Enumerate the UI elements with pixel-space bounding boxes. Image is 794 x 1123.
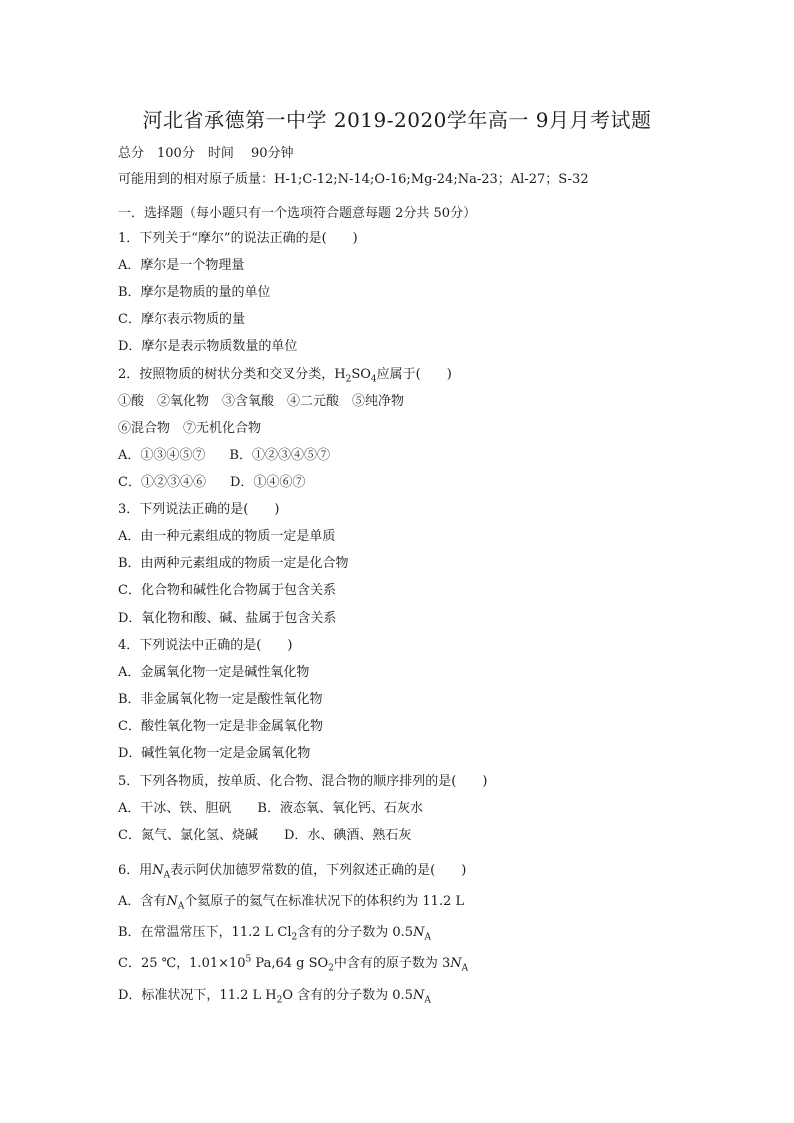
question-3-option-d: D．氧化物和酸、碱、盐属于包含关系 xyxy=(118,611,337,626)
question-5-options-ab xyxy=(118,800,423,818)
question-5-stem: 5．下列各物质，按单质、化合物、混合物的顺序排列的是( ) xyxy=(118,774,488,789)
question-2-stem: 2．按照物质的树状分类和交叉分类，$H_2SO_4$应属于( ) xyxy=(118,367,452,385)
question-4-stem: 4．下列说法中正确的是( ) xyxy=(118,638,293,653)
question-6-stem: 6．用$N_A$表示阿伏加德罗常数的值，下列叙述正确的是( ) xyxy=(118,863,467,881)
question-3-option-a: A．由一种元素组成的物质一定是单质 xyxy=(118,529,336,544)
question-2-options-cd xyxy=(118,474,305,492)
exam-info: 总分 100分 时间 90分钟 xyxy=(118,146,294,161)
question-3-option-c: C．化合物和碱性化合物属于包含关系 xyxy=(118,583,336,598)
question-1-option-c: C．摩尔表示物质的量 xyxy=(118,312,245,327)
question-2-option-c: C．①②③④⑥ xyxy=(118,475,206,490)
question-4-option-d: D．碱性氧化物一定是金属氧化物 xyxy=(118,746,311,761)
question-6-option-b: B．在常温常压下，11.2 L $Cl_2$含有的分子数为 $0.5N_A$ xyxy=(118,925,431,943)
question-2-option-d: D．①④⑥⑦ xyxy=(229,475,306,490)
question-6-option-a: A．含有$N_A$个氦原子的氦气在标准状况下的体积约为 11.2 L xyxy=(118,894,465,912)
question-3-option-b: B．由两种元素组成的物质一定是化合物 xyxy=(118,556,349,571)
question-3-stem: 3．下列说法正确的是( ) xyxy=(118,502,280,517)
question-2-options-ab xyxy=(118,447,330,465)
section-heading: 一．选择题（每小题只有一个选项符合题意每题 2分共 50分） xyxy=(118,206,477,221)
page-title: 河北省承德第一中学 2019-2020学年高一 9月月考试题 xyxy=(142,108,652,132)
question-5-option-a: A．干冰、铁、胆矾 xyxy=(118,801,232,816)
question-5-option-d: D．水、碘酒、熟石灰 xyxy=(283,828,412,843)
question-1-option-a: A．摩尔是一个物理量 xyxy=(118,258,245,273)
question-1-option-b: B．摩尔是物质的量的单位 xyxy=(118,285,271,300)
question-2-items-line-1: ①酸 ②氧化物 ③含氧酸 ④二元酸 ⑤纯净物 xyxy=(118,394,405,409)
question-1-stem: 1．下列关于“摩尔”的说法正确的是( ) xyxy=(118,231,358,246)
question-4-option-b: B．非金属氧化物一定是酸性氧化物 xyxy=(118,692,323,707)
question-6-option-d: D．标准状况下，11.2 L $H_2O$ 含有的分子数为 $0.5N_A$ xyxy=(118,988,431,1006)
question-4-option-c: C．酸性氧化物一定是非金属氧化物 xyxy=(118,719,323,734)
question-1-option-d: D．摩尔是表示物质数量的单位 xyxy=(118,339,298,354)
question-5-options-cd xyxy=(118,827,411,845)
question-2-option-b: B．①②③④⑤⑦ xyxy=(229,448,330,463)
question-6-option-c: C．25 ℃，$1.01\times 10^5$ Pa,64 g $SO_2$中含有的原子数为 $3N_A$ xyxy=(118,954,469,974)
question-2-items-line-2: ⑥混合物 ⑦无机化合物 xyxy=(118,421,262,436)
question-5-option-b: B．液态氧、氧化钙、石灰水 xyxy=(257,801,423,816)
atomic-masses: 可能用到的相对原子质量：H-1;C-12;N-14;O-16;Mg-24;Na-23；Al-27；S-32 xyxy=(118,172,589,187)
question-5-option-c: C．氮气、氯化氢、烧碱 xyxy=(118,828,258,843)
question-2-option-a: A．①③④⑤⑦ xyxy=(118,448,206,463)
question-4-option-a: A．金属氧化物一定是碱性氧化物 xyxy=(118,665,310,680)
